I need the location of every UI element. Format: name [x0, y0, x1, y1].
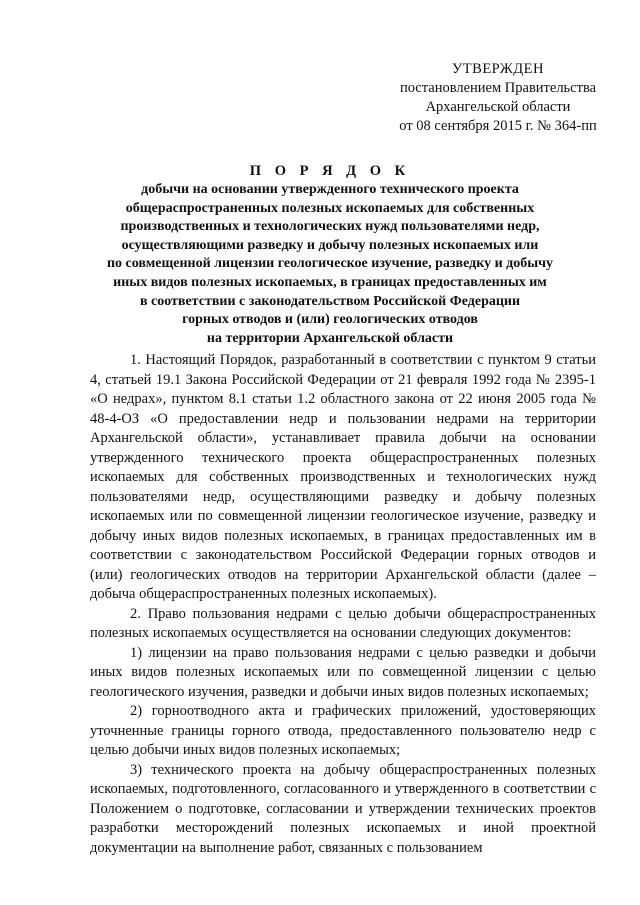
document-body	[90, 351, 596, 858]
title-line: горных отводов и (или) геологических отводов	[182, 312, 478, 328]
list-item-2: 2) горноотводного акта и графических приложений, удостоверяющих уточненные границы горного отвода, предоставленного пользователю недр с целью добычи иных видов полезных ископаемых;	[90, 703, 596, 758]
approval-line-2: Архангельской области	[425, 99, 571, 115]
title-line: производственных и технологических нужд пользователями недр,	[120, 219, 540, 235]
approval-line-3: от 08 сентября 2015 г. № 364-пп	[399, 118, 597, 134]
title-line: на территории Архангельской области	[206, 330, 454, 346]
document-title	[60, 161, 600, 348]
title-line: общераспространенных полезных ископаемых для собственных	[125, 200, 535, 216]
title-line: осуществляющими разведку и добычу полезных ископаемых или	[121, 237, 539, 253]
paragraph-2: 2. Право пользования недрами с целью добычи общераспространенных полезных ископаемых осуществляется на основании следующих документов:	[90, 605, 596, 641]
title-line: по совмещенной лицензии геологическое изучение, разведку и добычу	[106, 256, 554, 272]
title-line: добычи на основании утвержденного технического проекта	[141, 182, 519, 197]
approval-line-1: постановлением Правительства	[399, 80, 597, 96]
list-item-1: 1) лицензии на право пользования недрами с целью разведки и добычи иных видов полезных ископаемых или по совмещенной лицензии с целью геологического изучения, разведки и добычи иных видов полезных ископаемых;	[90, 644, 596, 700]
approval-block	[378, 60, 618, 136]
title-line: в соответствии с законодательством Российской Федерации	[139, 293, 521, 309]
title-line: иных видов полезных ископаемых, в границах предоставленных им	[113, 274, 547, 290]
paragraph-1: 1. Настоящий Порядок, разработанный в соответствии с пунктом 9 статьи 4, статьей 19.1 Закона Российской Федерации от 21 февраля 1992 года № 2395-1 «О недрах», пунктом 8.1 статьи 1.2 областного закона от 22 июня 2005 года № 48-4-ОЗ «О предоставлении недр и пользовании недрами на территории Архангельской области», устанавливает правила добычи на основании утвержденного технического проекта общераспространенных полезных ископаемых для собственных производственных и технологических нужд пользователями недр, осуществляющими разведку и добычу полезных ископаемых или по совмещенной лицензии геологическое изучение, разведку и добычу иных видов полезных ископаемых, в границах предоставленных им в соответствии с законодательством Российской Федерации горных отводов и (или) геологических отводов на территории Архангельской области (далее – добыча общераспространенных полезных ископаемых).	[90, 352, 596, 602]
list-item-3: 3) технического проекта на добычу общераспространенных полезных ископаемых, подготовленного, согласованного и утвержденного в соответствии с Положением о подготовке, согласовании и утверждении технических проектов разработки месторождений полезных ископаемых и иной проектной документации на выполнение работ, связанных с пользованием	[90, 761, 596, 856]
approval-stamp: УТВЕРЖДЕН	[452, 61, 544, 77]
title-main: П О Р Я Д О К	[249, 163, 411, 179]
